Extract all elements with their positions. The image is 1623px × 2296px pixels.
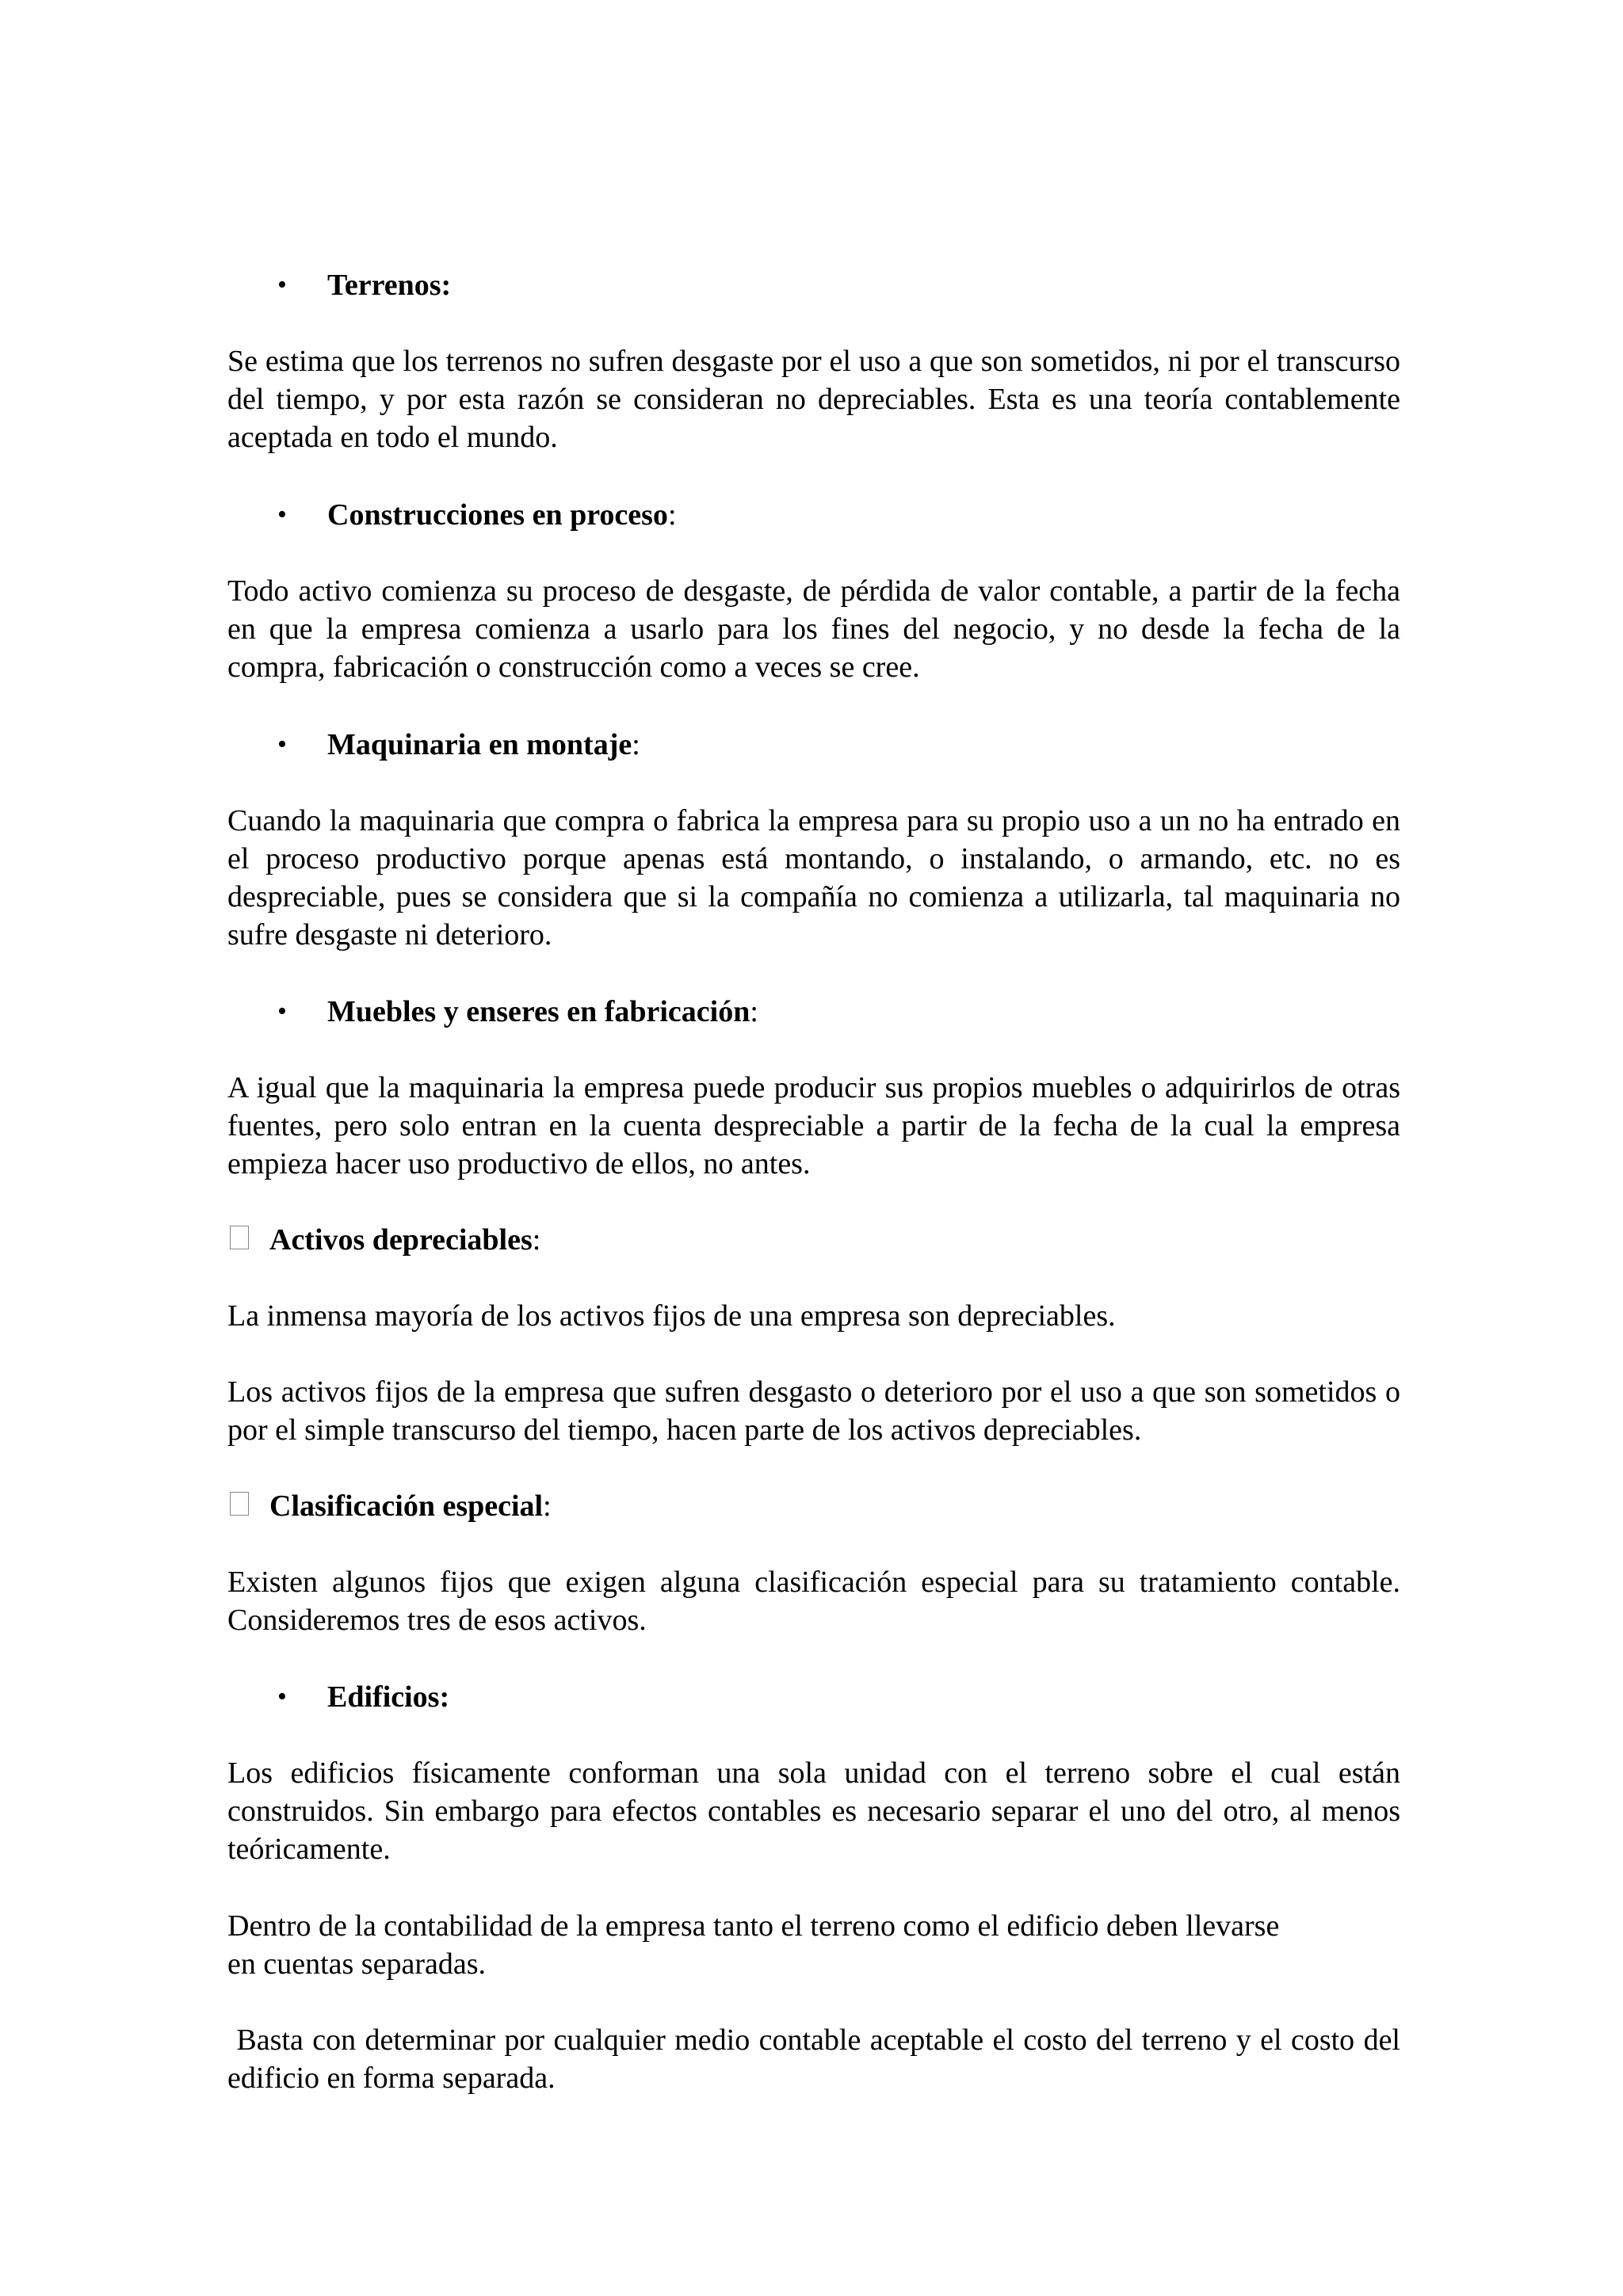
heading-construcciones-title: Construcciones en proceso — [327, 498, 668, 532]
paragraph-terrenos: Se estima que los terrenos no sufren desgaste por el uso a que son sometidos, ni por el transcurso del tiempo, y por esta razón se consideran no depreciables. Esta es una teoría contablemente aceptada en todo el mundo. — [227, 345, 1400, 454]
heading-clasificacion-title: Clasificación especial — [269, 1489, 544, 1523]
heading-construcciones-suffix: : — [667, 498, 677, 532]
bullet-dot: • — [277, 500, 287, 529]
bullet-dot: • — [277, 997, 287, 1026]
heading-maquinaria-suffix: : — [632, 728, 640, 761]
paragraph-construcciones: Todo activo comienza su proceso de desgaste, de pérdida de valor contable, a partir de la fecha en que la empresa comienza a usarlo para los fines del negocio, y no desde la fecha de la compra, fabricación o construcción como a veces se cree. — [227, 574, 1400, 684]
paragraph-edificios-2-line-2: en cuentas separadas. — [227, 1947, 487, 1981]
bullet-dot: • — [277, 270, 287, 299]
paragraph-activos-2: Los activos fijos de la empresa que sufren desgasto o deterioro por el uso a que son sometidos o por el simple transcurso del tiempo, hacen parte de los activos depreciables. — [227, 1375, 1400, 1447]
heading-activos — [269, 1221, 540, 1259]
paragraph-activos-1: La inmensa mayoría de los activos fijos de una empresa son depreciables. — [227, 1299, 1116, 1333]
bullet-dot: • — [277, 730, 287, 759]
heading-terrenos — [327, 266, 451, 304]
heading-activos-suffix: : — [532, 1223, 541, 1257]
heading-edificios-title: Edificios: — [327, 1680, 450, 1714]
heading-muebles-title: Muebles y enseres en fabricación — [327, 995, 750, 1028]
heading-maquinaria — [327, 726, 640, 764]
paragraph-muebles: A igual que la maquinaria la empresa puede producir sus propios muebles o adquirirlos de otras fuentes, pero solo entran en la cuenta despreciable a partir de la fecha de la cual la empresa empieza hacer uso productivo de ellos, no antes. — [227, 1071, 1400, 1180]
heading-muebles — [327, 993, 758, 1031]
paragraph-edificios-1: Los edificios físicamente conforman una sola unidad con el terreno sobre el cual están construidos. Sin embargo para efectos contables es necesario separar el uno del otro, al menos teóricamente. — [227, 1756, 1400, 1866]
paragraph-maquinaria: Cuando la maquinaria que compra o fabrica la empresa para su propio uso a un no ha entrado en el proceso productivo porque apenas está montando, o instalando, o armando, etc. no es despreciable, pues se considera que si la compañía no comienza a utilizarla, tal maquinaria no sufre desgaste ni deterioro. — [227, 804, 1400, 952]
paragraph-edificios-3: Basta con determinar por cualquier medio contable aceptable el costo del terreno y el costo del edificio en forma separada. — [227, 2023, 1408, 2095]
paragraph-edificios-2-line-1: Dentro de la contabilidad de la empresa tanto el terreno como el edificio deben llevarse — [227, 1909, 1280, 1943]
heading-construcciones — [327, 496, 677, 534]
heading-muebles-suffix: : — [750, 995, 758, 1028]
box-bullet-icon — [230, 1492, 249, 1516]
bullet-dot: • — [277, 1682, 287, 1711]
heading-clasificacion-suffix: : — [543, 1489, 552, 1523]
box-bullet-icon — [230, 1226, 249, 1249]
heading-edificios — [327, 1678, 449, 1716]
heading-activos-title: Activos depreciables — [269, 1223, 533, 1257]
paragraph-clasificacion: Existen algunos fijos que exigen alguna clasificación especial para su tratamiento contable. Consideremos tres de esos activos. — [227, 1566, 1400, 1637]
heading-terrenos-title: Terrenos: — [327, 269, 452, 302]
heading-maquinaria-title: Maquinaria en montaje — [327, 728, 632, 761]
heading-clasificacion — [269, 1487, 552, 1525]
